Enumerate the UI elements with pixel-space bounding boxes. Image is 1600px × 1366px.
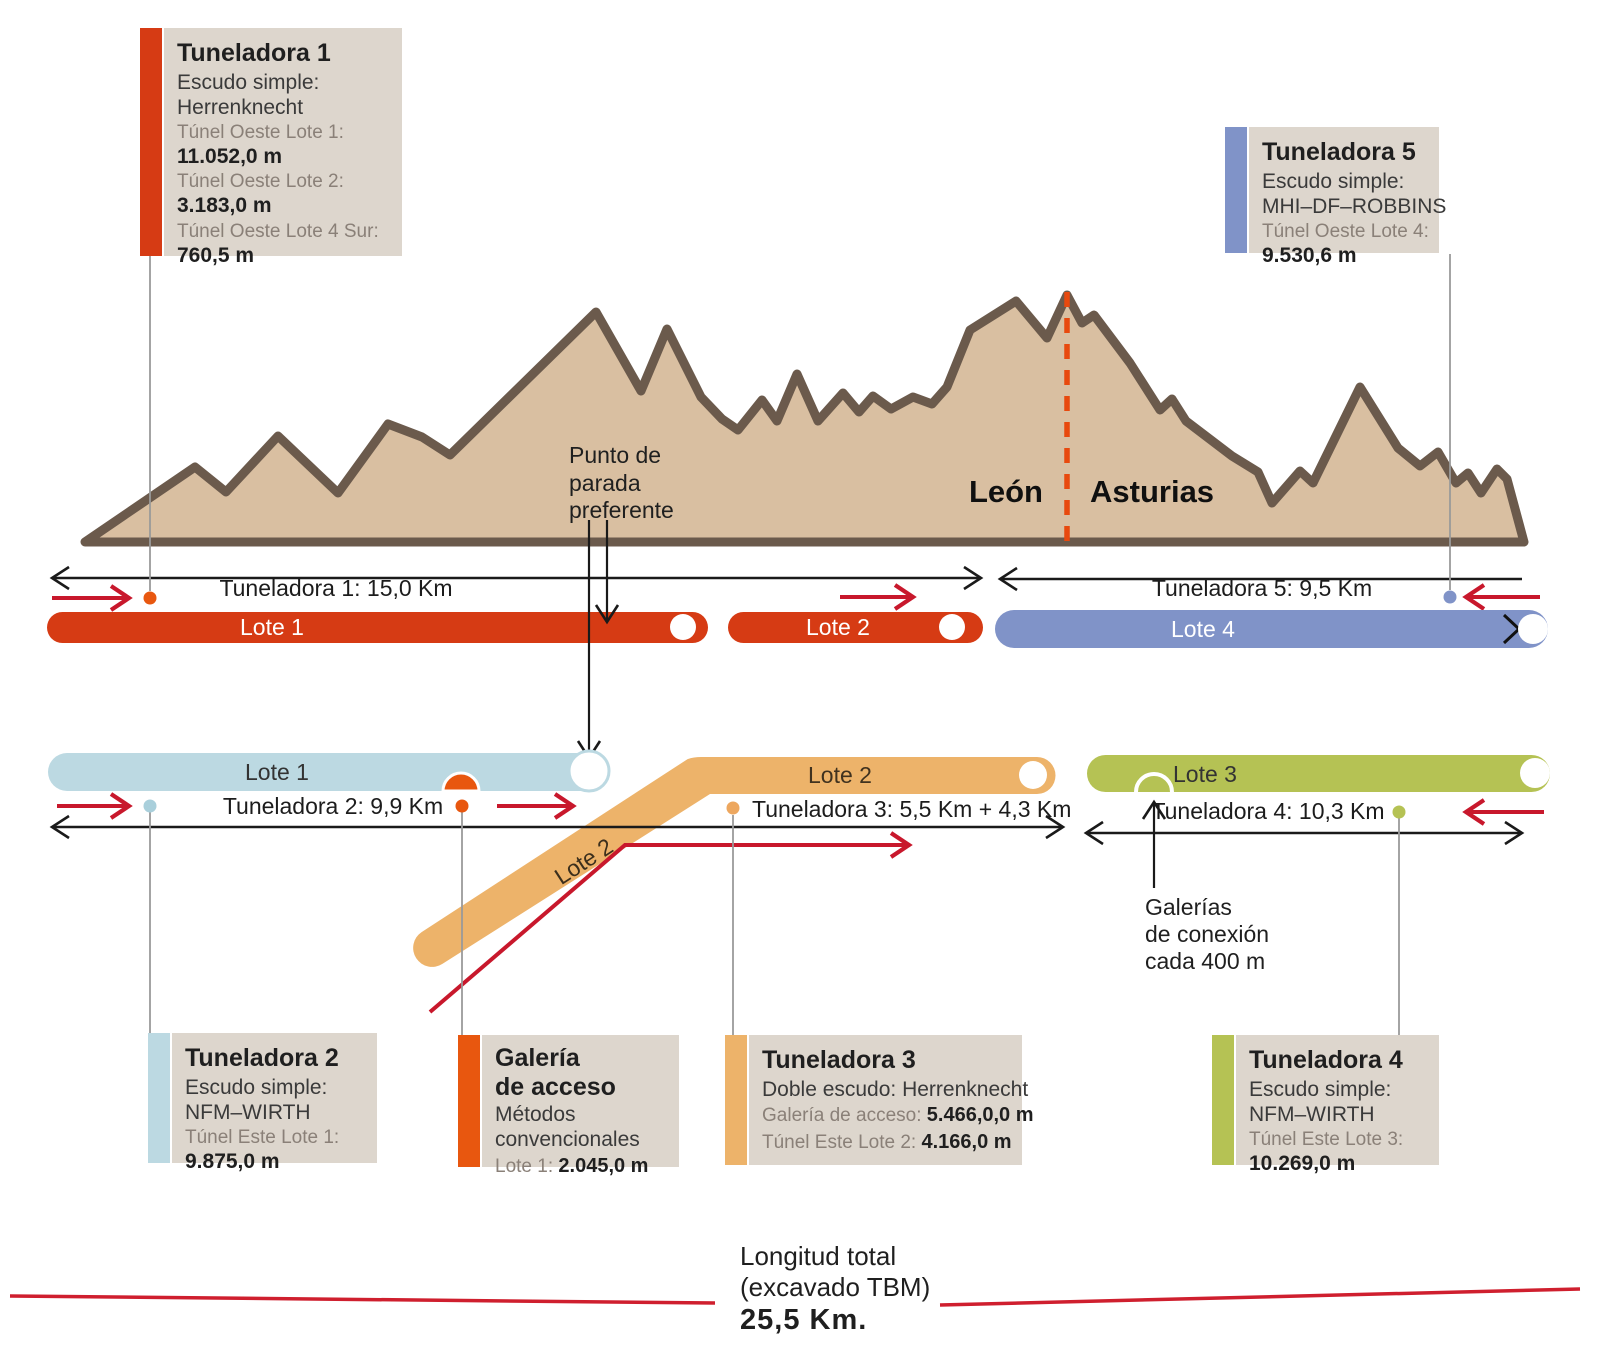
red-direction-arrow-t3 [430, 845, 909, 1012]
bar-label-lote4: Lote 4 [1171, 616, 1235, 642]
portal-circle-lote1-west [670, 614, 696, 640]
infobox-title: Tuneladora 5 [1262, 138, 1416, 166]
infobox-title: Tuneladora 2 [185, 1044, 339, 1072]
infobox-tuneladora5: Tuneladora 5 Escudo simple: MHI–DF–ROBBINS Túnel Oeste Lote 4: 9.530,6 m [1225, 127, 1439, 253]
infobox-title: Tuneladora 3 [762, 1046, 916, 1074]
accent-bar-lightblue [148, 1033, 170, 1163]
portal-circle-lote2-east [1019, 761, 1047, 789]
accent-bar-light-orange [725, 1035, 747, 1165]
stop-point-label: Punto de parada preferente [569, 442, 674, 524]
connection-galleries-label: Galerías de conexión cada 400 m [1145, 894, 1270, 975]
infobox-tuneladora1: Tuneladora 1 Escudo simple: Herrenknecht Túnel Oeste Lote 1: 11.052,0 m Túnel Oeste Lote 2: 3.183,0 m Túnel Oeste Lote 4 Sur: 760,5 m [140, 28, 402, 256]
bar-label-lote2-diagonal: Lote 2 [549, 832, 618, 890]
region-label-asturias: Asturias [1090, 474, 1215, 509]
bar-lote4-west [995, 610, 1548, 648]
infobox-tuneladora3: Tuneladora 3 Doble escudo: Herrenknecht Galería de acceso: 5.466,0,0 m Túnel Este Lote 2: 4.166,0 m [725, 1035, 1022, 1165]
total-rule-right [940, 1289, 1580, 1305]
km-label-tuneladora4: Tuneladora 4: 10,3 Km [1151, 798, 1385, 824]
km-label-tuneladora3: Tuneladora 3: 5,5 Km + 4,3 Km [752, 796, 1072, 822]
accent-bar-blue [1225, 127, 1247, 253]
infobox-tuneladora2: Tuneladora 2 Escudo simple: NFM–WIRTH Túnel Este Lote 1: 9.875,0 m [148, 1033, 377, 1163]
dot-tuneladora3-start [727, 802, 740, 815]
dot-tuneladora2-start [144, 800, 157, 813]
bar-label-lote3: Lote 3 [1173, 761, 1237, 787]
accent-bar-green [1212, 1035, 1234, 1165]
mountain-profile [85, 295, 1524, 542]
dot-tuneladora4-start [1393, 806, 1406, 819]
bar-lote1-east [48, 753, 610, 791]
region-label-leon: León [968, 474, 1043, 509]
portal-circle-lote4 [1518, 614, 1548, 644]
infobox-galeria-acceso: Galería de acceso Métodos convencionales Lote 1: 2.045,0 m [458, 1035, 679, 1167]
dot-tuneladora5-start [1444, 591, 1457, 604]
infobox-title: Tuneladora 1 [177, 39, 331, 67]
total-length-label: Longitud total (excavado TBM) 25,5 Km. [740, 1241, 931, 1337]
bar-label-lote1-east: Lote 1 [245, 759, 309, 785]
accent-bar-orange [458, 1035, 480, 1167]
km-label-tuneladora2: Tuneladora 2: 9,9 Km [222, 793, 444, 819]
bar-label-lote2-west: Lote 2 [806, 614, 870, 640]
portal-circle-lote3 [1520, 758, 1550, 788]
accent-bar-red [140, 28, 162, 256]
km-label-tuneladora5: Tuneladora 5: 9,5 Km [1151, 575, 1373, 601]
bar-label-lote2-east: Lote 2 [808, 762, 872, 788]
infobox-tuneladora4: Tuneladora 4 Escudo simple: NFM–WIRTH Túnel Este Lote 3: 10.269,0 m [1212, 1035, 1439, 1165]
dot-galeria [456, 800, 469, 813]
bar-label-lote1-west: Lote 1 [240, 614, 304, 640]
stop-circle-lote1-east [569, 751, 609, 791]
km-label-tuneladora1: Tuneladora 1: 15,0 Km [219, 575, 453, 601]
infobox-title: Galería [495, 1044, 580, 1072]
bar-lote1-west [47, 612, 708, 643]
dot-tuneladora1-start [144, 592, 157, 605]
infobox-title: Tuneladora 4 [1249, 1046, 1403, 1074]
portal-circle-lote2-west [939, 614, 965, 640]
total-rule-left [10, 1296, 715, 1303]
